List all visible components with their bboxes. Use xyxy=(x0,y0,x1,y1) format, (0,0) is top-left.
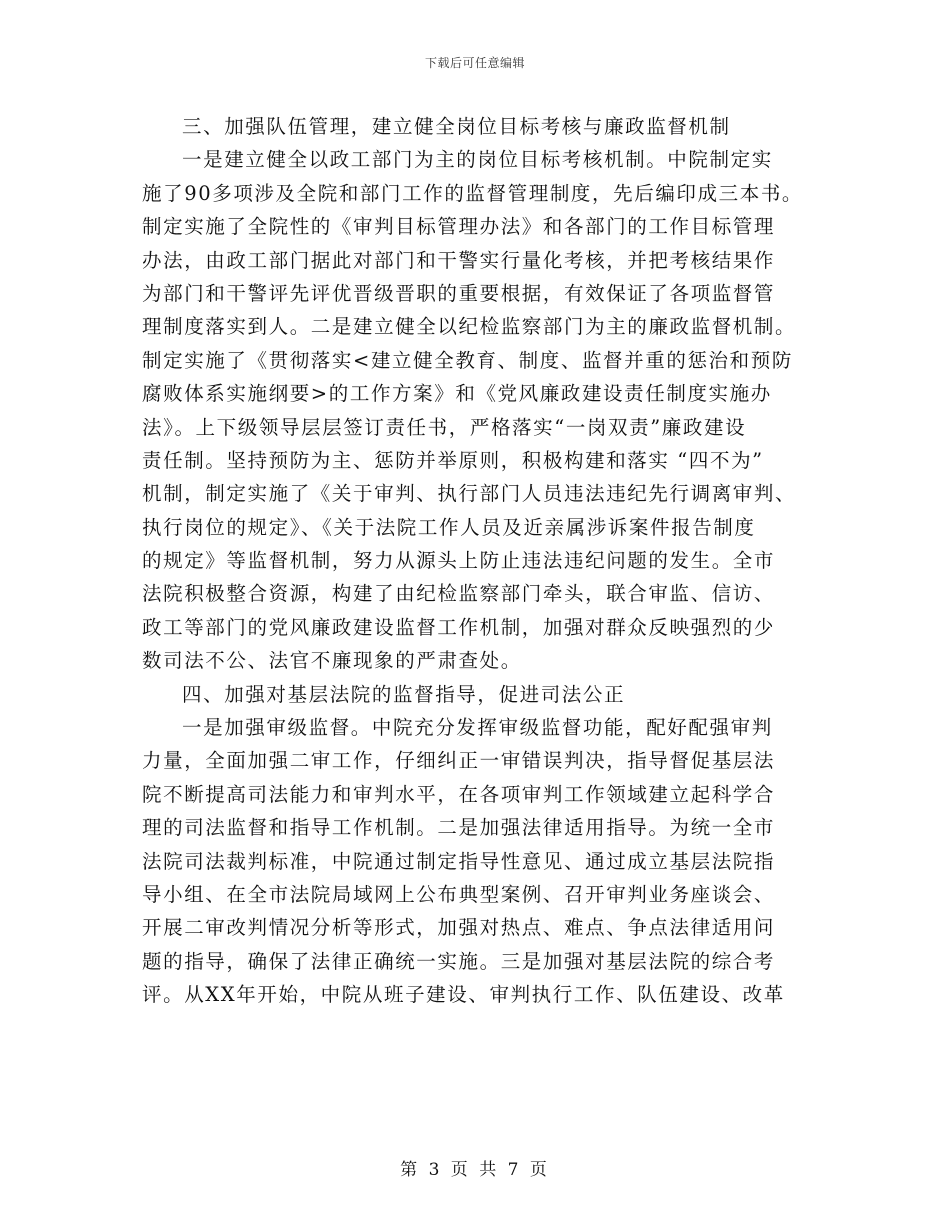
paragraph-line: 题的指导，确保了法律正确统一实施。三是加强对基层法院的综合考 xyxy=(142,949,776,973)
paragraph-line: 评。从XX年开始，中院从班子建设、审判执行工作、队伍建设、改革 xyxy=(142,983,785,1007)
paragraph-line: 导小组、在全市法院局域网上公布典型案例、召开审判业务座谈会、 xyxy=(142,882,776,906)
paragraph-line: 院不断提高司法能力和审判水平，在各项审判工作领域建立起科学合 xyxy=(142,782,776,806)
paragraph-line: 一是加强审级监督。中院充分发挥审级监督功能，配好配强审判 xyxy=(182,716,773,740)
paragraph-line: 法院积极整合资源，构建了由纪检监察部门牵头，联合审监、信访、 xyxy=(142,582,776,606)
paragraph-line: 执行岗位的规定》、《关于法院工作人员及近亲属涉诉案件报告制度 xyxy=(142,515,756,539)
page-footer: 第 3 页 共 7 页 xyxy=(400,1160,550,1180)
section-heading: 三、加强队伍管理，建立健全岗位目标考核与廉政监督机制 xyxy=(182,115,731,138)
paragraph-line: 开展二审改判情况分析等形式，加强对热点、难点、争点法律适用问 xyxy=(142,916,776,940)
paragraph-line: 制定实施了《贯彻落实<建立健全教育、制度、监督并重的惩治和预防 xyxy=(142,348,793,372)
paragraph-line: 法院司法裁判标准，中院通过制定指导性意见、通过成立基层法院指 xyxy=(142,849,776,873)
paragraph-line: 政工等部门的党风廉政建设监督工作机制，加强对群众反映强烈的少 xyxy=(142,615,776,639)
paragraph-line: 施了90多项涉及全院和部门工作的监督管理制度，先后编印成三本书。 xyxy=(142,181,804,205)
page-header: 下载后可任意编辑 xyxy=(424,56,525,70)
section-heading: 四、加强对基层法院的监督指导，促进司法公正 xyxy=(182,682,626,706)
paragraph-line: 制定实施了全院性的《审判目标管理办法》和各部门的工作目标管理 xyxy=(142,215,776,239)
paragraph-line: 办法，由政工部门据此对部门和干警实行量化考核，并把考核结果作 xyxy=(142,248,776,272)
paragraph-line: 法》。上下级领导层层签订责任书，严格落实“一岗双责”廉政建设 xyxy=(142,415,747,439)
paragraph-line: 理的司法监督和指导工作机制。二是加强法律适用指导。为统一全市 xyxy=(142,816,776,840)
paragraph-line: 机制，制定实施了《关于审判、执行部门人员违法违纪先行调离审判、 xyxy=(142,482,797,506)
paragraph-line: 腐败体系实施纲要>的工作方案》和《党风廉政建设责任制度实施办 xyxy=(142,382,772,406)
paragraph-line: 力量，全面加强二审工作，仔细纠正一审错误判决，指导督促基层法 xyxy=(142,749,776,773)
paragraph-line: 责任制。坚持预防为主、惩防并举原则，积极构建和落实 “四不为” xyxy=(142,448,764,472)
paragraph-line: 为部门和干警评先评优晋级晋职的重要根据，有效保证了各项监督管 xyxy=(142,281,776,305)
paragraph-line: 的规定》等监督机制，努力从源头上防止违法违纪问题的发生。全市 xyxy=(142,549,776,573)
paragraph-line: 数司法不公、法官不廉现象的严肃查处。 xyxy=(142,649,522,673)
document-body xyxy=(142,110,822,1012)
paragraph-line: 理制度落实到人。二是建立健全以纪检监察部门为主的廉政监督机制。 xyxy=(142,315,797,339)
paragraph-line: 一是建立健全以政工部门为主的岗位目标考核机制。中院制定实 xyxy=(182,148,773,172)
